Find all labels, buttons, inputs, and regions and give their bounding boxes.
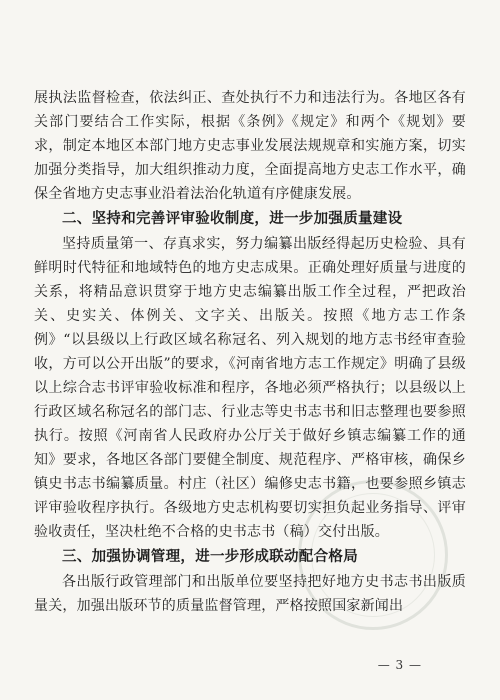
section-heading-three: 三、加强协调管理，进一步形成联动配合格局 bbox=[62, 548, 358, 565]
paragraph-coordination: 各出版行政管理部门和出版单位要坚持把好地方史书志书出版质量关，加强出版环节的质量监督管理，严格按照国家新闻出 bbox=[34, 574, 466, 614]
paragraph-continuation: 展执法监督检查，依法纠正、查处执行不力和违法行为。各地区各有关部门要结合工作实际，根据《条例》《规定》和两个《规划》要求，制定本地区本部门地方史志事业发展法规规章和实施方案，切实加强分类指导，加大组织推动力度，全面提高地方史志工作水平，确保全省地方史志事业沿着法治化轨道有序健康发展。 bbox=[34, 90, 466, 202]
page-number: — 3 — bbox=[377, 658, 422, 672]
document-body bbox=[34, 86, 466, 618]
section-heading-two: 二、坚持和完善评审验收制度，进一步加强质量建设 bbox=[62, 210, 403, 227]
paragraph-quality-construction: 坚持质量第一、存真求实，努力编纂出版经得起历史检验、具有鲜明时代特征和地域特色的地方史志成果。正确处理好质量与进度的关系，将精品意识贯穿于地方史志编纂出版工作全过程，严把政治关、史实关、体例关、文字关、出版关。按照《地方志工作条例》“以县级以上行政区域名称冠名、列入规划的地方志书经审查验收，方可以公开出版”的要求，《河南省地方志工作规定》明确了县级以上综合志书评审验收标准和程序，各地必须严格执行；以县级以上行政区域名称冠名的部门志、行业志等史书志书和旧志整理也要参照执行。按照《河南省人民政府办公厅关于做好乡镇志编纂工作的通知》要求，各地区各部门要健全制度、规范程序、严格审核，确保乡镇史书志书编纂质量。村庄（社区）编修史志书籍，也要参照乡镇志评审验收程序执行。各级地方史志机构要切实担负起业务指导、评审验收责任，坚决杜绝不合格的史书志书（稿）交付出版。 bbox=[34, 236, 466, 540]
